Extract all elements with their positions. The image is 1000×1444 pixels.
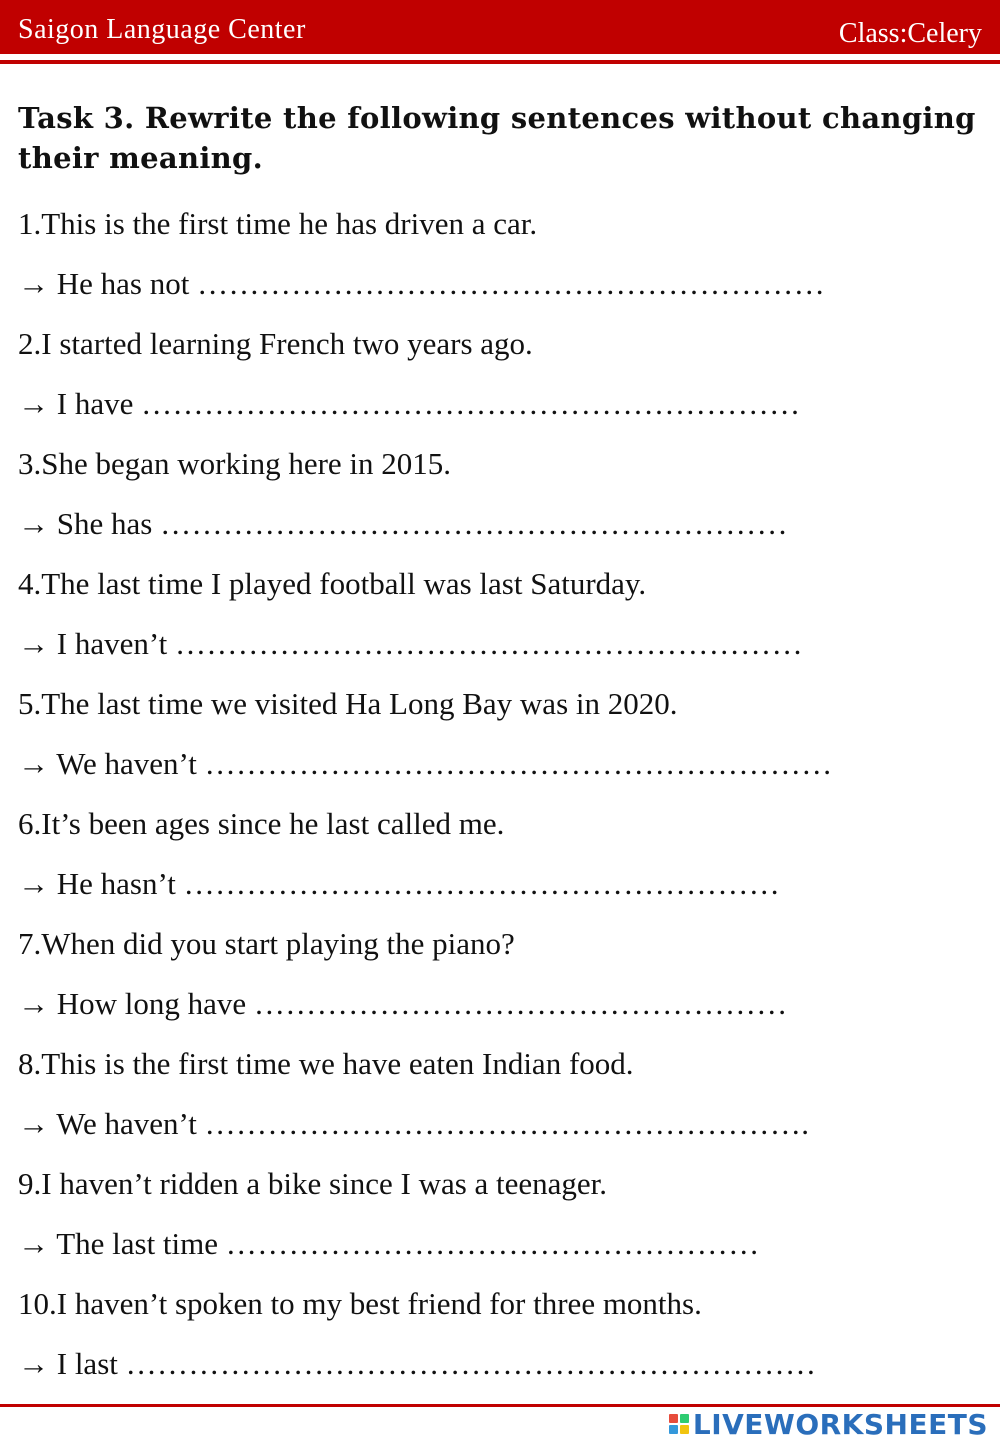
logo-grid-icon	[669, 1414, 689, 1434]
answer-line	[18, 1340, 978, 1400]
exercise-item	[18, 560, 978, 680]
exercise-prompt: 8.This is the first time we have eaten Indian food.	[18, 1046, 634, 1081]
answer-start: → She has	[18, 506, 153, 541]
exercise-prompt: 10.I haven’t spoken to my best friend for three months.	[18, 1286, 702, 1321]
answer-line	[18, 500, 978, 560]
exercise-prompt: 4.The last time I played football was last Saturday.	[18, 566, 647, 601]
answer-blank[interactable]: ………………………………………………………	[141, 386, 801, 421]
exercise-prompt: 5.The last time we visited Ha Long Bay was in 2020.	[18, 686, 678, 721]
task-title: Task 3. Rewrite the following sentences without changing their meaning.	[18, 101, 976, 175]
answer-line	[18, 740, 978, 800]
exercise-item	[18, 800, 978, 920]
logo-square-icon	[680, 1425, 689, 1434]
exercise-prompt: 7.When did you start playing the piano?	[18, 926, 515, 961]
logo-text: LIVEWORKSHEETS	[692, 1407, 988, 1441]
answer-start: → The last time	[18, 1226, 219, 1261]
exercise-item	[18, 1160, 978, 1280]
exercise-item	[18, 440, 978, 560]
exercise-prompt: 2.I started learning French two years ago.	[18, 326, 533, 361]
answer-line	[18, 380, 978, 440]
answer-blank[interactable]: …………………………………………………………	[125, 1346, 817, 1381]
exercise-item	[18, 200, 978, 320]
answer-line	[18, 1220, 978, 1280]
answer-blank[interactable]: ……………………………………………	[225, 1226, 760, 1261]
center-name: Saigon Language Center	[18, 14, 306, 45]
logo-square-icon	[669, 1414, 678, 1423]
answer-start: → We haven’t	[18, 746, 197, 781]
logo-square-icon	[669, 1425, 678, 1434]
answer-start: → I have	[18, 386, 134, 421]
exercise-item	[18, 320, 978, 440]
header-divider	[0, 60, 1000, 64]
answer-start: → I haven’t	[18, 626, 168, 661]
header-bar	[0, 0, 1000, 54]
exercise-item	[18, 1280, 978, 1400]
answer-blank[interactable]: ………………………………………………….	[204, 1106, 810, 1141]
answer-start: → I last	[18, 1346, 118, 1381]
answer-blank[interactable]: ……………………………………………………	[174, 626, 803, 661]
exercise-prompt: 9.I haven’t ridden a bike since I was a teenager.	[18, 1166, 608, 1201]
exercise-list	[18, 200, 978, 1400]
exercise-item	[18, 680, 978, 800]
exercise-item	[18, 920, 978, 1040]
exercise-prompt: 3.She began working here in 2015.	[18, 446, 452, 481]
answer-start: → We haven’t	[18, 1106, 197, 1141]
answer-blank[interactable]: ……………………………………………………	[197, 266, 826, 301]
answer-blank[interactable]: ……………………………………………………	[160, 506, 789, 541]
logo-square-icon	[680, 1414, 689, 1423]
answer-line	[18, 260, 978, 320]
answer-line	[18, 980, 978, 1040]
exercise-item	[18, 1040, 978, 1160]
answer-line	[18, 1100, 978, 1160]
answer-start: → How long have	[18, 986, 247, 1021]
answer-blank[interactable]: …………………………………………………	[183, 866, 781, 901]
class-label: Class:Celery	[838, 18, 982, 49]
exercise-prompt: 1.This is the first time he has driven a car.	[18, 206, 538, 241]
answer-line	[18, 620, 978, 680]
liveworksheets-logo[interactable]	[669, 1404, 988, 1444]
answer-blank[interactable]: ……………………………………………………	[204, 746, 833, 781]
answer-blank[interactable]: ……………………………………………	[253, 986, 788, 1021]
answer-start: → He has not	[18, 266, 190, 301]
answer-line	[18, 860, 978, 920]
exercise-prompt: 6.It’s been ages since he last called me.	[18, 806, 505, 841]
answer-start: → He hasn’t	[18, 866, 176, 901]
